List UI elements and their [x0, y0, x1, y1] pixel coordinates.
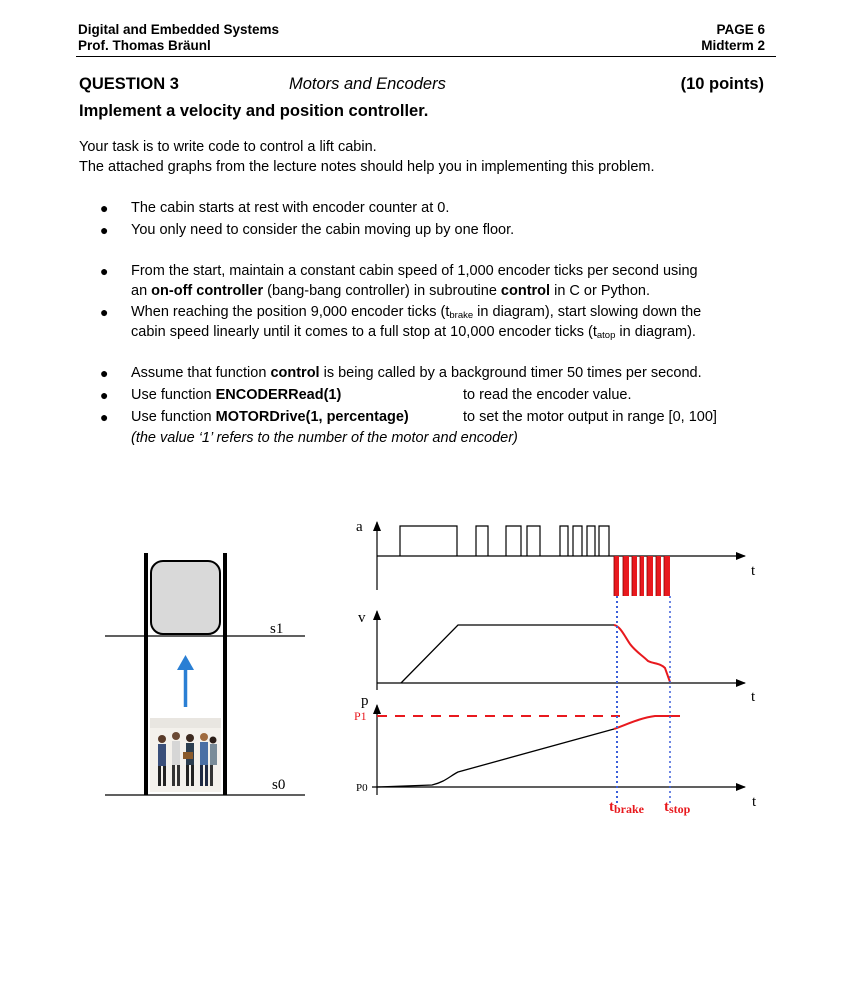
- cabin: [151, 561, 220, 634]
- level-label-s1: s1: [270, 621, 284, 637]
- bullet-dot: ●: [100, 365, 109, 381]
- level-label-p1: P1: [354, 709, 367, 723]
- intro-line-1: Your task is to write code to control a lift cabin.: [79, 139, 377, 155]
- bullet-text-continued: cabin speed linearly until it comes to a full stop at 10,000 encoder ticks ($t_{atop}$ in diagram).: [131, 324, 696, 341]
- question-number: QUESTION 3: [79, 75, 179, 93]
- bullet-text-tail: to read the encoder value.: [463, 387, 632, 403]
- axis-label-t: t: [751, 563, 756, 579]
- bullet-text: From the start, maintain a constant cabin speed of 1,000 encoder ticks per second using: [131, 263, 698, 279]
- axis-label-a: a: [356, 519, 363, 535]
- question-points: (10 points): [680, 75, 764, 93]
- bullet-text-continued: an on-off controller (bang-bang controller) in subroutine control in C or Python.: [131, 283, 650, 299]
- passengers-illustration: [150, 718, 221, 792]
- exam-name: Midterm 2: [701, 38, 765, 53]
- bullet-text: Assume that function control is being called by a background timer 50 times per second.: [131, 365, 702, 381]
- course-title: Digital and Embedded Systems: [78, 22, 280, 37]
- bullet-dot: ●: [100, 200, 109, 216]
- position-profile: [377, 729, 614, 787]
- bullet-dot: ●: [100, 387, 109, 403]
- bullet-dot: ●: [100, 263, 109, 279]
- t-brake-label: tbrake: [609, 799, 644, 816]
- acceleration-graph: [356, 519, 756, 596]
- bullet-note: (the value ‘1’ refers to the number of the motor and encoder): [131, 430, 518, 446]
- level-label-p0: P0: [356, 782, 368, 794]
- velocity-profile: [401, 625, 614, 683]
- intro-line-2: The attached graphs from the lecture notes should help you in implementing this problem.: [79, 159, 655, 175]
- t-stop-label: tstop: [664, 799, 691, 816]
- professor-name: Prof. Thomas Bräunl: [78, 38, 211, 53]
- bullet-text: Use function MOTORDrive(1, percentage): [131, 409, 409, 425]
- axis-label-v: v: [358, 610, 366, 626]
- bullet-dot: ●: [100, 304, 109, 320]
- bullet-text: Use function ENCODERRead(1): [131, 387, 342, 403]
- braking-pulses: [614, 556, 670, 596]
- page-number: PAGE 6: [716, 22, 765, 37]
- axis-label-t: t: [751, 689, 756, 705]
- bullet-dot: ●: [100, 222, 109, 238]
- question-topic: Motors and Encoders: [289, 75, 446, 93]
- bullet-text: When reaching the position 9,000 encoder ticks ($t_{brake}$ in diagram), start slowing down the: [131, 304, 702, 321]
- axis-label-p: p: [361, 693, 369, 709]
- axis-label-t: t: [752, 794, 757, 810]
- bullet-text: The cabin starts at rest with encoder counter at 0.: [131, 200, 450, 216]
- acceleration-pulses: [400, 526, 609, 556]
- velocity-graph: [358, 610, 756, 705]
- bullet-text-tail: to set the motor output in range [0, 100]: [463, 409, 717, 425]
- bullet-text: You only need to consider the cabin moving up by one floor.: [131, 222, 515, 238]
- level-label-s0: s0: [272, 777, 286, 793]
- bullet-dot: ●: [100, 409, 109, 425]
- question-heading: Implement a velocity and position controller.: [79, 102, 429, 120]
- position-graph: [354, 693, 757, 810]
- velocity-braking-curve: [614, 625, 670, 682]
